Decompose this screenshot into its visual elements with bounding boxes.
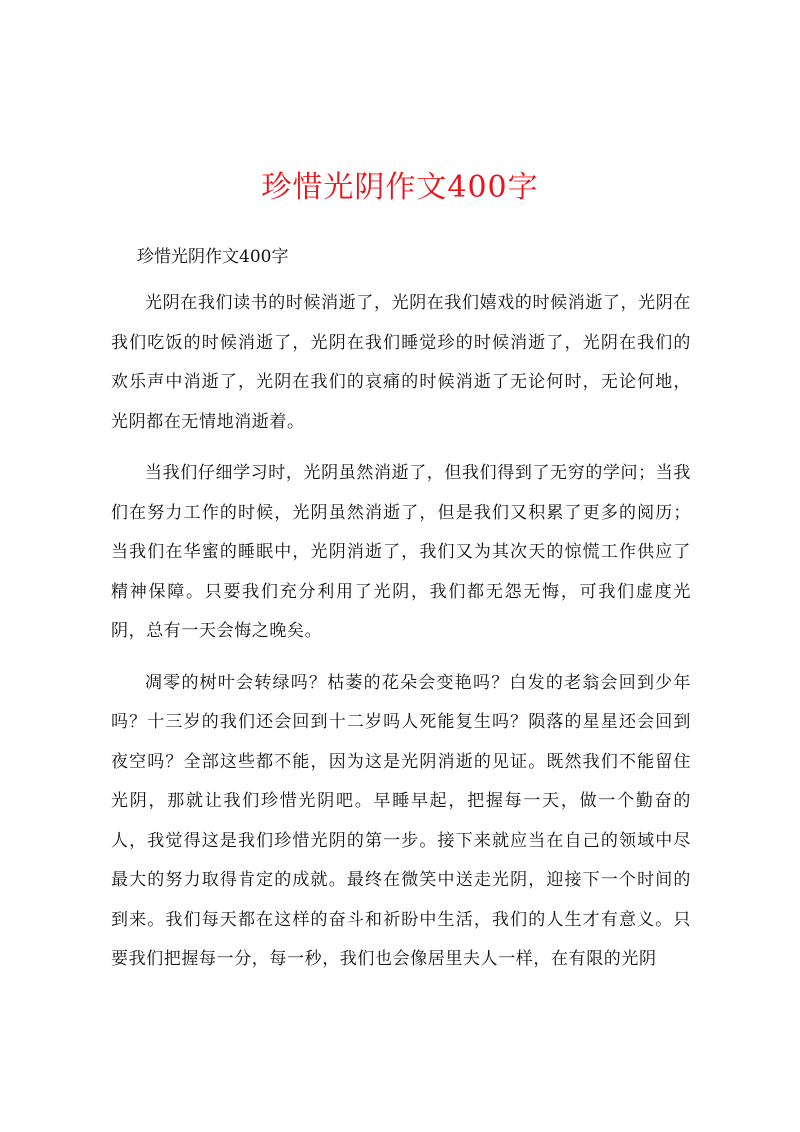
document-subtitle: 珍惜光阴作文400字 — [137, 247, 289, 267]
paragraph-3: 凋零的树叶会转绿吗？枯萎的花朵会变艳吗？白发的老翁会回到少年吗？十三岁的我们还会回到十二岁吗人死能复生吗？陨落的星星还会回到夜空吗？全部这些都不能，因为这是光阴消逝的见证。既然我们不能留住光阴，那就让我们珍惜光阴吧。早睡早起，把握每一天，做一个勤奋的人，我觉得这是我们珍惜光阴的第一步。接下来就应当在自己的领域中尽最大的努力取得肯定的成就。最终在微笑中送走光阴，迎接下一个时间的到来。我们每天都在这样的奋斗和祈盼中生活，我们的人生才有意义。只要我们把握每一分，每一秒，我们也会像居里夫人一样，在有限的光阴 — [111, 672, 691, 969]
document-body — [111, 242, 691, 992]
paragraph-1: 光阴在我们读书的时候消逝了，光阴在我们嬉戏的时候消逝了，光阴在我们吃饭的时候消逝了，光阴在我们睡觉珍的时候消逝了，光阴在我们的欢乐声中消逝了，光阴在我们的哀痛的时候消逝了无论何时，无论何地，光阴都在无情地消逝着。 — [111, 293, 691, 432]
paragraph-2: 当我们仔细学习时，光阴虽然消逝了，但我们得到了无穷的学问；当我们在努力工作的时候，光阴虽然消逝了，但是我们又积累了更多的阅历；当我们在华蜜的睡眠中，光阴消逝了，我们又为其次天的惊慌工作供应了精神保障。只要我们充分利用了光阴，我们都无怨无悔，可我们虚度光阴，总有一天会悔之晚矣。 — [111, 463, 691, 641]
document-title: 珍惜光阴作文400字 — [261, 170, 539, 205]
